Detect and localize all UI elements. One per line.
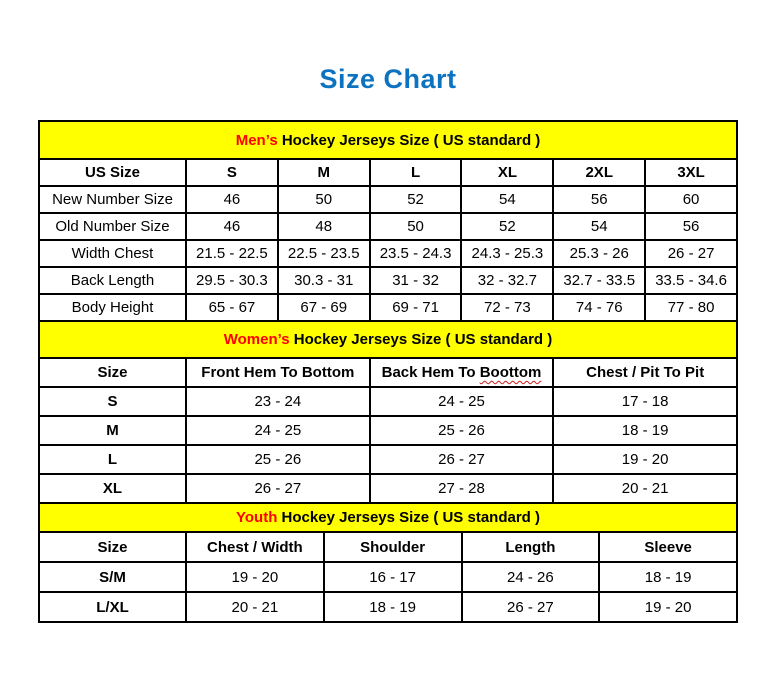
cell-value: 26 - 27 bbox=[462, 592, 600, 622]
column-header: 2XL bbox=[553, 159, 645, 186]
cell-value: 23.5 - 24.3 bbox=[370, 240, 462, 267]
womens-banner-text: Hockey Jerseys Size ( US standard ) bbox=[289, 331, 553, 348]
cell-value: 50 bbox=[370, 213, 462, 240]
column-header: L bbox=[370, 159, 462, 186]
column-header: Chest / Pit To Pit bbox=[553, 358, 737, 387]
row-label: L bbox=[39, 445, 186, 474]
mens-section-banner bbox=[39, 121, 737, 159]
mens-banner-row bbox=[39, 121, 737, 159]
cell-value: 18 - 19 bbox=[599, 562, 737, 592]
womens-banner-highlight: Women’s bbox=[223, 331, 290, 348]
row-label: S/M bbox=[39, 562, 186, 592]
cell-value: 46 bbox=[186, 186, 278, 213]
cell-value: 19 - 20 bbox=[186, 562, 324, 592]
row-label: Body Height bbox=[39, 294, 186, 321]
misspelled-word: Boottom bbox=[479, 364, 542, 381]
table-row bbox=[39, 186, 737, 213]
row-label: XL bbox=[39, 474, 186, 503]
cell-value: 32 - 32.7 bbox=[461, 267, 553, 294]
column-header bbox=[370, 358, 554, 387]
youth-size-table bbox=[38, 502, 738, 623]
cell-value: 54 bbox=[553, 213, 645, 240]
table-row bbox=[39, 267, 737, 294]
cell-value: 20 - 21 bbox=[553, 474, 737, 503]
row-label: L/XL bbox=[39, 592, 186, 622]
column-header: 3XL bbox=[645, 159, 737, 186]
cell-value: 19 - 20 bbox=[599, 592, 737, 622]
cell-value: 26 - 27 bbox=[370, 445, 554, 474]
cell-value: 56 bbox=[553, 186, 645, 213]
mens-header-row bbox=[39, 159, 737, 186]
cell-value: 27 - 28 bbox=[370, 474, 554, 503]
row-label: Width Chest bbox=[39, 240, 186, 267]
column-header: US Size bbox=[39, 159, 186, 186]
cell-value: 56 bbox=[645, 213, 737, 240]
column-header: Shoulder bbox=[324, 532, 462, 562]
mens-banner-highlight: Men’s bbox=[235, 131, 278, 149]
cell-value: 48 bbox=[278, 213, 370, 240]
column-header: Size bbox=[39, 532, 186, 562]
cell-value: 60 bbox=[645, 186, 737, 213]
row-label: M bbox=[39, 416, 186, 445]
cell-value: 24 - 25 bbox=[370, 387, 554, 416]
cell-value: 67 - 69 bbox=[278, 294, 370, 321]
column-header: Length bbox=[462, 532, 600, 562]
youth-banner-row bbox=[39, 503, 737, 532]
cell-value: 65 - 67 bbox=[186, 294, 278, 321]
cell-value: 54 bbox=[461, 186, 553, 213]
column-header: Chest / Width bbox=[186, 532, 324, 562]
table-row bbox=[39, 213, 737, 240]
cell-value: 25.3 - 26 bbox=[553, 240, 645, 267]
column-header: XL bbox=[461, 159, 553, 186]
cell-value: 18 - 19 bbox=[324, 592, 462, 622]
cell-value: 21.5 - 22.5 bbox=[186, 240, 278, 267]
page-title: Size Chart bbox=[319, 64, 457, 94]
table-row bbox=[39, 562, 737, 592]
cell-value: 52 bbox=[461, 213, 553, 240]
cell-value: 30.3 - 31 bbox=[278, 267, 370, 294]
cell-value: 25 - 26 bbox=[186, 445, 370, 474]
cell-value: 32.7 - 33.5 bbox=[553, 267, 645, 294]
youth-banner-highlight: Youth bbox=[236, 509, 278, 526]
row-label: S bbox=[39, 387, 186, 416]
cell-value: 31 - 32 bbox=[370, 267, 462, 294]
table-row bbox=[39, 387, 737, 416]
cell-value: 25 - 26 bbox=[370, 416, 554, 445]
womens-banner-row bbox=[39, 321, 737, 358]
table-row bbox=[39, 240, 737, 267]
cell-value: 77 - 80 bbox=[645, 294, 737, 321]
youth-banner-text: Hockey Jerseys Size ( US standard ) bbox=[277, 509, 540, 526]
column-header: Size bbox=[39, 358, 186, 387]
row-label: New Number Size bbox=[39, 186, 186, 213]
mens-table-body bbox=[39, 186, 737, 321]
cell-value: 26 - 27 bbox=[645, 240, 737, 267]
column-header: S bbox=[186, 159, 278, 186]
cell-value: 72 - 73 bbox=[461, 294, 553, 321]
row-label: Back Length bbox=[39, 267, 186, 294]
cell-value: 18 - 19 bbox=[553, 416, 737, 445]
youth-header-row bbox=[39, 532, 737, 562]
womens-table-body bbox=[39, 387, 737, 503]
youth-section-banner bbox=[39, 503, 737, 532]
cell-value: 69 - 71 bbox=[370, 294, 462, 321]
cell-value: 17 - 18 bbox=[553, 387, 737, 416]
table-row bbox=[39, 294, 737, 321]
row-label: Old Number Size bbox=[39, 213, 186, 240]
cell-value: 16 - 17 bbox=[324, 562, 462, 592]
cell-value: 29.5 - 30.3 bbox=[186, 267, 278, 294]
cell-value: 20 - 21 bbox=[186, 592, 324, 622]
cell-value: 46 bbox=[186, 213, 278, 240]
cell-value: 24 - 26 bbox=[462, 562, 600, 592]
cell-value: 19 - 20 bbox=[553, 445, 737, 474]
column-header: Sleeve bbox=[599, 532, 737, 562]
womens-header-row bbox=[39, 358, 737, 387]
womens-section-banner bbox=[39, 321, 737, 358]
cell-value: 24.3 - 25.3 bbox=[461, 240, 553, 267]
cell-value: 23 - 24 bbox=[186, 387, 370, 416]
mens-banner-text: Hockey Jerseys Size ( US standard ) bbox=[277, 131, 541, 149]
womens-size-table bbox=[38, 320, 738, 504]
table-row bbox=[39, 416, 737, 445]
cell-value: 74 - 76 bbox=[553, 294, 645, 321]
cell-value: 52 bbox=[370, 186, 462, 213]
mens-size-table bbox=[38, 120, 738, 322]
size-tables-container bbox=[38, 120, 738, 623]
cell-value: 33.5 - 34.6 bbox=[645, 267, 737, 294]
cell-value: 22.5 - 23.5 bbox=[278, 240, 370, 267]
cell-value: 26 - 27 bbox=[186, 474, 370, 503]
table-row bbox=[39, 592, 737, 622]
column-header: M bbox=[278, 159, 370, 186]
column-header: Front Hem To Bottom bbox=[186, 358, 370, 387]
table-row bbox=[39, 445, 737, 474]
header-text: Back Hem To bbox=[381, 364, 480, 381]
cell-value: 24 - 25 bbox=[186, 416, 370, 445]
table-row bbox=[39, 474, 737, 503]
youth-table-body bbox=[39, 562, 737, 622]
cell-value: 50 bbox=[278, 186, 370, 213]
